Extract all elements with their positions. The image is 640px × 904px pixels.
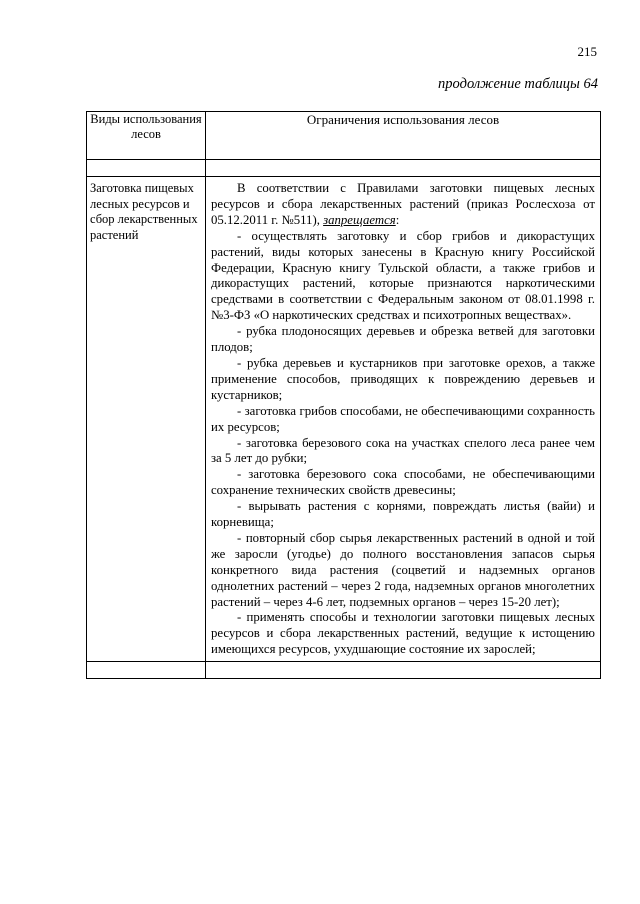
spacer-cell (87, 160, 206, 177)
header-forest-use-restrictions: Ограничения использования лесов (206, 112, 601, 160)
spacer-cell (206, 160, 601, 177)
forest-use-type-cell: Заготовка пищевых лесных ресурсов и сбор лекарственных растений (87, 177, 206, 662)
restrictions-cell (206, 177, 601, 662)
intro-text: В соответствии с Правилами заготовки пищевых лесных ресурсов и сбора лекарственных растений (приказ Рослесхоза от 05.12.2011 г. №511), (211, 181, 595, 227)
restriction-item: - заготовка грибов способами, не обеспечивающими сохранность их ресурсов; (211, 403, 595, 434)
restrictions-intro (211, 181, 595, 229)
prohibited-colon: : (395, 212, 400, 227)
page-number: 215 (577, 44, 597, 59)
restriction-item: - осуществлять заготовку и сбор грибов и дикорастущих растений, виды которых занесены в Красную книгу Российской Федерации, Красную книгу Тульской области, а также грибов и дикорастущих растений, которые признаются наркотическими средствами в соответствии с Федеральным законом от 08.01.1998 г. №3-ФЗ «О наркотических средствах и психотропных веществах». (211, 228, 595, 323)
empty-cell (206, 662, 601, 679)
restriction-item: - рубка деревьев и кустарников при заготовке орехов, а также применение способов, приводящих к повреждению деревьев и кустарников; (211, 355, 595, 402)
table-continuation-caption: продолжение таблицы 64 (438, 76, 598, 92)
table-header-row (87, 112, 601, 160)
restriction-item: - повторный сбор сырья лекарственных растений в одной и той же заросли (угодье) до полного восстановления запасов сырья конкретного вида растения (соцветий и надземных органов однолетних растений – через 2 года, надземных органов многолетних растений – через 4-6 лет, подземных органов – через 15-20 лет); (211, 530, 595, 609)
restriction-item: - вырывать растения с корнями, повреждать листья (вайи) и корневища; (211, 499, 595, 530)
table-spacer-row (87, 160, 601, 177)
forest-use-restrictions-table (86, 111, 601, 679)
restriction-item: - рубка плодоносящих деревьев и обрезка ветвей для заготовки плодов; (211, 324, 595, 355)
table-bottom-row (87, 662, 601, 679)
prohibited-word: запрещается (323, 212, 396, 227)
header-forest-use-types: Виды использования лесов (87, 112, 206, 160)
table-row (87, 177, 601, 662)
restriction-item: - заготовка березового сока способами, не обеспечивающими сохранение технических свойств древесины; (211, 467, 595, 498)
restriction-item: - применять способы и технологии заготовки пищевых лесных ресурсов и сбора лекарственных растений, ведущие к истощению имеющихся ресурсов, ухудшающие состояние их зарослей; (211, 610, 595, 657)
restriction-item: - заготовка березового сока на участках спелого леса ранее чем за 5 лет до рубки; (211, 435, 595, 466)
empty-cell (87, 662, 206, 679)
